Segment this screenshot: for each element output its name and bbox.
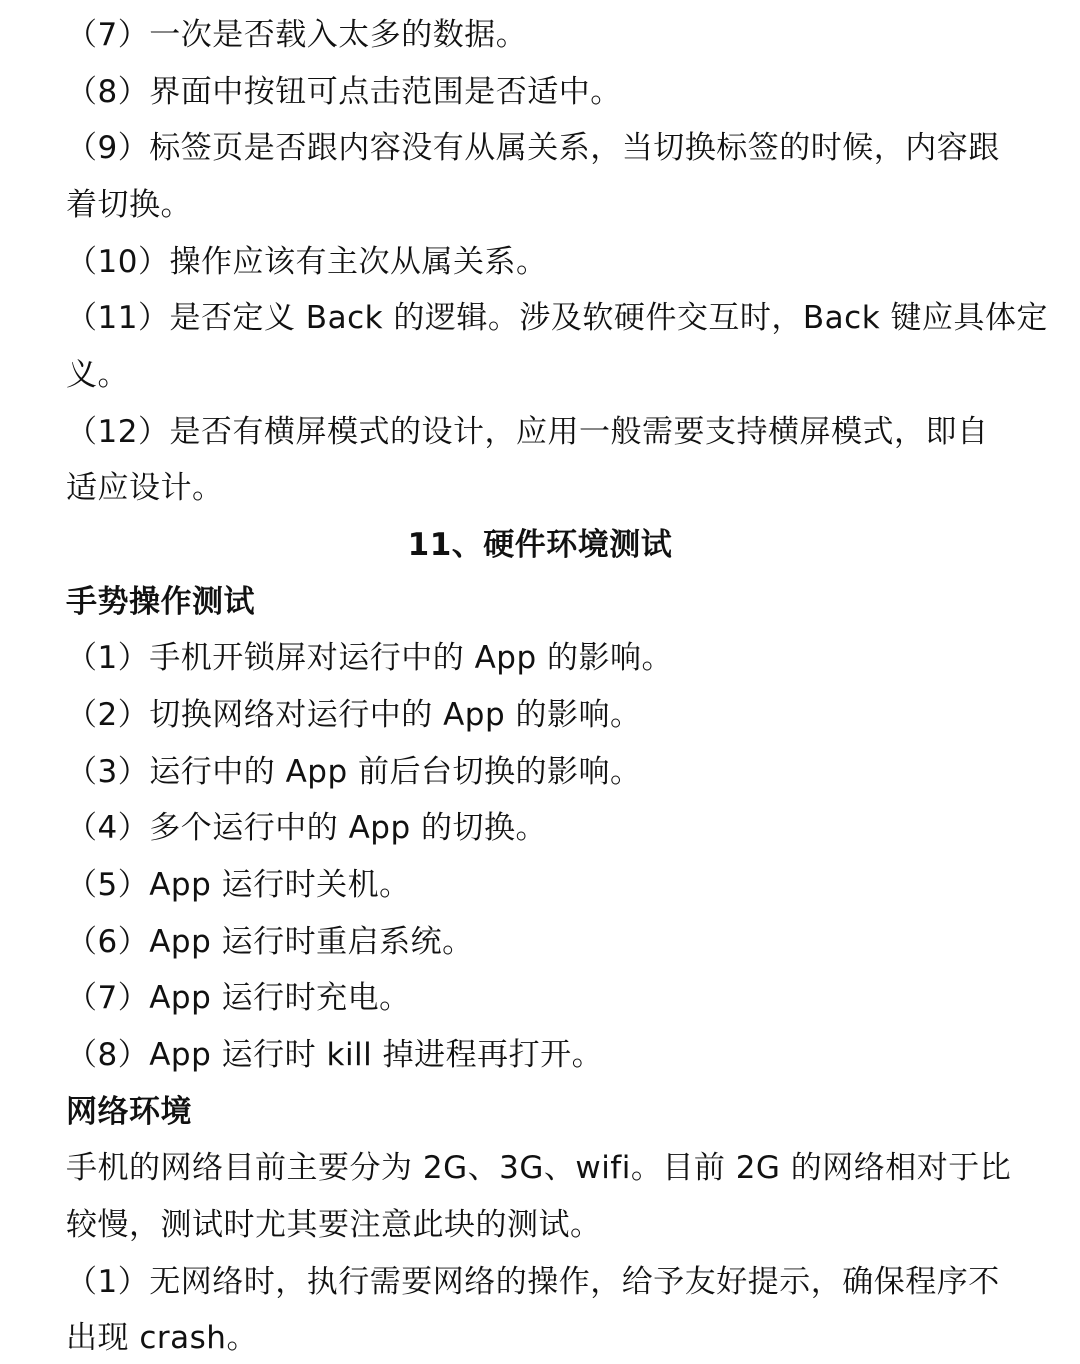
- list-item: （8）App 运行时 kill 掉进程再打开。: [66, 1037, 604, 1073]
- text-line: （8）界面中按钮可点击范围是否适中。: [66, 74, 622, 110]
- text-line: （11）是否定义 Back 的逻辑。涉及软硬件交互时，Back 键应具体定: [66, 300, 1049, 336]
- text-line: 较慢，测试时尤其要注意此块的测试。: [66, 1207, 602, 1243]
- subsection-heading-network: 网络环境: [66, 1094, 192, 1130]
- text-line: （9）标签页是否跟内容没有从属关系，当切换标签的时候，内容跟: [66, 130, 1000, 166]
- list-item: （7）App 运行时充电。: [66, 980, 411, 1016]
- text-line: 着切换。: [66, 187, 192, 223]
- list-item: （1）手机开锁屏对运行中的 App 的影响。: [66, 640, 673, 676]
- section-title: 11、硬件环境测试: [407, 527, 673, 563]
- text-line: （12）是否有横屏模式的设计，应用一般需要支持横屏模式，即自: [66, 414, 989, 450]
- text-line: 适应设计。: [66, 470, 224, 506]
- list-item: （5）App 运行时关机。: [66, 867, 411, 903]
- text-line: （1）无网络时，执行需要网络的操作，给予友好提示，确保程序不: [66, 1264, 1000, 1300]
- text-line: （7）一次是否载入太多的数据。: [66, 17, 528, 53]
- text-line: 出现 crash。: [66, 1320, 258, 1356]
- list-item: （6）App 运行时重启系统。: [66, 924, 474, 960]
- text-line: （10）操作应该有主次从属关系。: [66, 244, 548, 280]
- list-item: （4）多个运行中的 App 的切换。: [66, 810, 547, 846]
- text-line: 手机的网络目前主要分为 2G、3G、wifi。目前 2G 的网络相对于比: [66, 1150, 1012, 1186]
- list-item: （2）切换网络对运行中的 App 的影响。: [66, 697, 642, 733]
- subsection-heading-gesture: 手势操作测试: [66, 584, 255, 620]
- text-line: 义。: [66, 357, 129, 393]
- list-item: （3）运行中的 App 前后台切换的影响。: [66, 754, 642, 790]
